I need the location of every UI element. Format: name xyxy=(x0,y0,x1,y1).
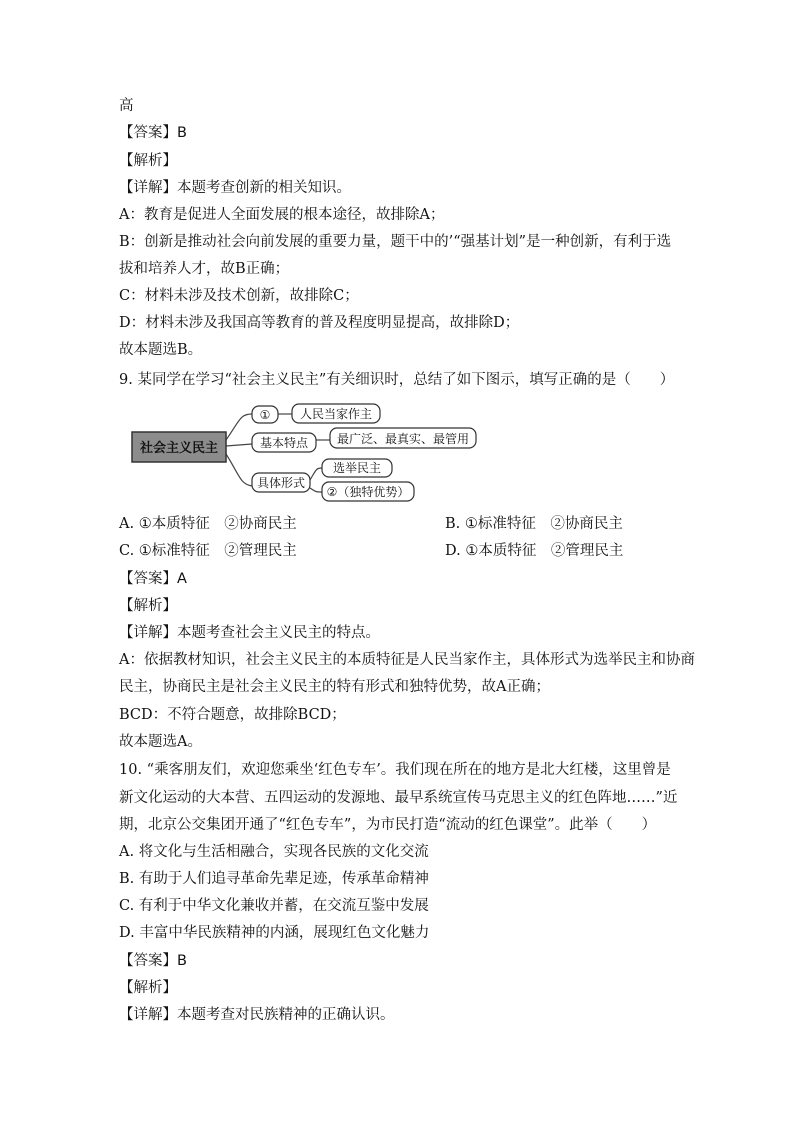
question-10: 10. “乘客朋友们，欢迎您乘坐‘红色专车’。我们现在所在的地方是北大红楼，这里曾是 xyxy=(119,762,671,778)
q9-option-d: D. ①本质特征 ②管理民主 xyxy=(445,543,624,559)
analysis-label: 【解析】 xyxy=(119,598,177,614)
conclusion-line: 故本题选A。 xyxy=(119,734,202,750)
branch-1-leaf-label: 人民当家作主 xyxy=(299,407,373,421)
q9-option-b: B. ①标准特征 ②协商民主 xyxy=(445,516,623,532)
answer-label: 【答案】B xyxy=(119,953,187,969)
text-line: 高 xyxy=(119,98,134,114)
q10-option-c: C. 有利于中华文化兼收并蓄，在交流互鉴中发展 xyxy=(119,898,429,914)
question-10-cont: 新文化运动的大本营、五四运动的发源地、最早系统宣传马克思主义的红色阵地……”近 xyxy=(119,790,678,806)
branch-2-leaf-label: 最广泛、最真实、最管用 xyxy=(336,432,470,446)
q9-option-a: A. ①本质特征 ②协商民主 xyxy=(119,516,297,532)
branch-2-label: 基本特点 xyxy=(259,436,309,450)
answer-label: 【答案】A xyxy=(119,571,187,587)
q9-option-c: C. ①标准特征 ②管理民主 xyxy=(119,543,297,559)
q10-option-d: D. 丰富中华民族精神的内涵，展现红色文化魅力 xyxy=(119,925,430,941)
question-10-cont: 期，北京公交集团开通了“红色专车”，为市民打造“流动的红色课堂”。此举（ ） xyxy=(119,817,657,833)
q10-option-b: B. 有助于人们追寻革命先辈足迹，传承革命精神 xyxy=(119,871,429,887)
q10-option-a: A. 将文化与生活相融合，实现各民族的文化交流 xyxy=(119,844,429,860)
branch-1-label: ① xyxy=(259,408,271,422)
option-explanation-b-cont: 拔和培养人才，故B正确； xyxy=(119,261,290,277)
option-explanation-b: B：创新是推动社会向前发展的重要力量，题干中的’“强基计划”是一种创新，有利于选 xyxy=(119,234,672,250)
option-explanation-d: D：材料未涉及我国高等教育的普及程度明显提高，故排除D； xyxy=(119,315,520,331)
branch-3-leaf-1-label: 选举民主 xyxy=(332,461,382,475)
explanation-line: A：依据教材知识，社会主义民主的本质特征是人民当家作主，具体形式为选举民主和协商 xyxy=(119,652,695,668)
mind-map-diagram xyxy=(130,400,480,506)
branch-3-label: 具体形式 xyxy=(256,476,306,490)
option-explanation-a: A：教育是促进人全面发展的根本途径，故排除A； xyxy=(119,207,445,223)
detail-line: 【详解】本题考查创新的相关知识。 xyxy=(119,180,351,196)
root-label: 社会主义民主 xyxy=(139,441,219,456)
explanation-line: BCD：不符合题意，故排除BCD； xyxy=(119,707,346,723)
option-explanation-c: C：材料未涉及技术创新，故排除C； xyxy=(119,288,359,304)
branch-3-leaf-2-label: ②（独特优势） xyxy=(326,485,410,499)
question-9: 9. 某同学在学习“社会主义民主”有关细识时，总结了如下图示，填写正确的是（ ） xyxy=(119,372,675,388)
explanation-line: 民主，协商民主是社会主义民主的特有形式和独特优势，故A正确； xyxy=(119,679,550,695)
answer-label: 【答案】B xyxy=(119,125,187,141)
detail-line: 【详解】本题考查社会主义民主的特点。 xyxy=(119,625,380,641)
analysis-label: 【解析】 xyxy=(119,153,177,169)
detail-line: 【详解】本题考查对民族精神的正确认识。 xyxy=(119,1007,395,1023)
conclusion-line: 故本题选B。 xyxy=(119,342,203,358)
analysis-label: 【解析】 xyxy=(119,980,177,996)
